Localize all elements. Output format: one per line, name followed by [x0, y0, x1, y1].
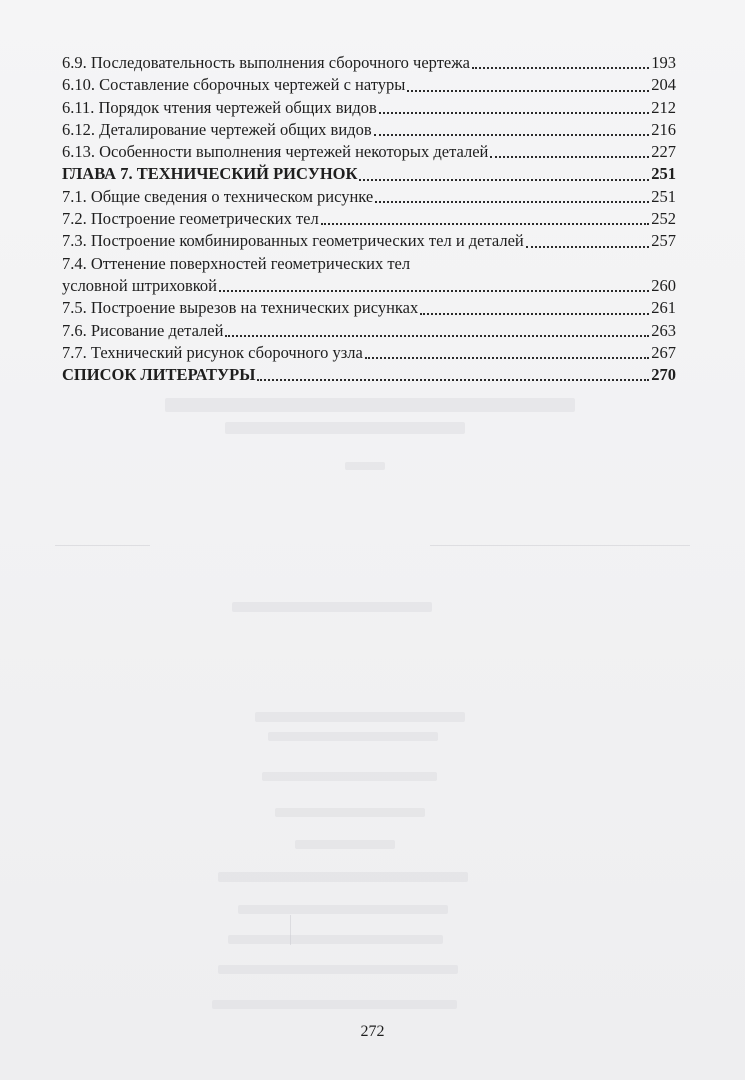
- toc-entry-title-line1: 7.4. Оттенение поверхностей геометрических тел: [62, 253, 411, 273]
- show-through-line: [290, 915, 291, 945]
- toc-entry-page: 252: [651, 209, 676, 229]
- show-through-mark: [232, 602, 432, 612]
- page-number: 272: [360, 1023, 385, 1040]
- toc-chapter-heading: [62, 163, 676, 185]
- dot-leader: [257, 379, 649, 381]
- toc-entry-page: 251: [651, 164, 676, 184]
- toc-entry-title: 7.3. Построение комбинированных геометрических тел и деталей: [62, 231, 524, 251]
- show-through-mark: [295, 840, 395, 849]
- toc-entry-page: 261: [651, 298, 676, 318]
- toc-entry: [62, 230, 676, 252]
- toc-entry-page: 251: [651, 186, 676, 206]
- show-through-mark: [255, 712, 465, 722]
- toc-entry: [62, 141, 676, 163]
- toc-entry: [62, 208, 676, 230]
- dot-leader: [379, 112, 649, 114]
- toc-entry-title: 6.9. Последовательность выполнения сборочного чертежа: [62, 53, 470, 72]
- toc-entry: [62, 320, 676, 342]
- toc-bibliography-heading: [62, 364, 676, 386]
- dot-leader: [219, 290, 649, 292]
- dot-leader: [321, 223, 650, 225]
- show-through-mark: [268, 732, 438, 741]
- show-through-mark: [262, 772, 437, 781]
- toc-entry-page: 260: [651, 275, 676, 295]
- toc-entry-title: 7.6. Рисование деталей: [62, 320, 224, 340]
- toc-entry-page: 204: [651, 75, 676, 95]
- toc-entry-title: 7.2. Построение геометрических тел: [62, 209, 319, 229]
- toc-entry-title: 6.11. Порядок чтения чертежей общих видов: [62, 97, 377, 117]
- dot-leader: [472, 67, 649, 69]
- toc-entry-page: 212: [651, 97, 676, 117]
- dot-leader: [374, 134, 650, 136]
- toc-entry: [62, 119, 676, 141]
- toc-entry-title-line2: условной штриховкой: [62, 275, 218, 295]
- toc-entry-title: ГЛАВА 7. ТЕХНИЧЕСКИЙ РИСУНОК: [62, 164, 358, 184]
- dot-leader: [225, 335, 649, 337]
- toc-entry-page: 267: [651, 342, 676, 362]
- toc-entry: [62, 52, 676, 74]
- dot-leader: [490, 156, 649, 158]
- dot-leader: [420, 313, 649, 315]
- toc-entry-title: 6.12. Деталирование чертежей общих видов: [62, 119, 372, 139]
- show-through-mark: [218, 965, 458, 974]
- toc-entry-page: 257: [651, 231, 676, 251]
- toc-entry-title: СПИСОК ЛИТЕРАТУРЫ: [62, 365, 256, 385]
- toc-entry-page: 263: [651, 320, 676, 340]
- toc-entry: [62, 342, 676, 364]
- toc-entry-page: 193: [651, 53, 676, 72]
- dot-leader: [365, 357, 649, 359]
- show-through-mark: [275, 808, 425, 817]
- toc-entry: [62, 97, 676, 119]
- dot-leader: [359, 179, 649, 181]
- toc-entry-title: 6.10. Составление сборочных чертежей с натуры: [62, 75, 406, 95]
- toc-entry-page: 227: [651, 142, 676, 162]
- show-through-mark: [212, 1000, 457, 1009]
- toc-entry-title: 7.7. Технический рисунок сборочного узла: [62, 342, 363, 362]
- show-through-line: [55, 545, 150, 546]
- toc-entry: [62, 74, 676, 96]
- dot-leader: [526, 246, 649, 248]
- toc-entry: [62, 297, 676, 319]
- show-through-mark: [165, 398, 575, 412]
- toc-entry-wrapped: [62, 253, 676, 298]
- toc-entry-title: 7.5. Построение вырезов на технических рисунках: [62, 298, 419, 318]
- dot-leader: [407, 90, 649, 92]
- dot-leader: [375, 201, 649, 203]
- toc-entry-title: 6.13. Особенности выполнения чертежей некоторых деталей: [62, 142, 489, 162]
- show-through-mark: [218, 872, 468, 882]
- toc-entry-title: 7.1. Общие сведения о техническом рисунке: [62, 186, 374, 206]
- show-through-mark: [238, 905, 448, 914]
- show-through-line: [430, 545, 690, 546]
- toc-entry-page: 216: [651, 119, 676, 139]
- table-of-contents: [62, 52, 676, 386]
- show-through-mark: [345, 462, 385, 470]
- toc-entry-page: 270: [651, 365, 676, 385]
- show-through-mark: [225, 422, 465, 434]
- toc-entry: [62, 186, 676, 208]
- show-through-mark: [228, 935, 443, 944]
